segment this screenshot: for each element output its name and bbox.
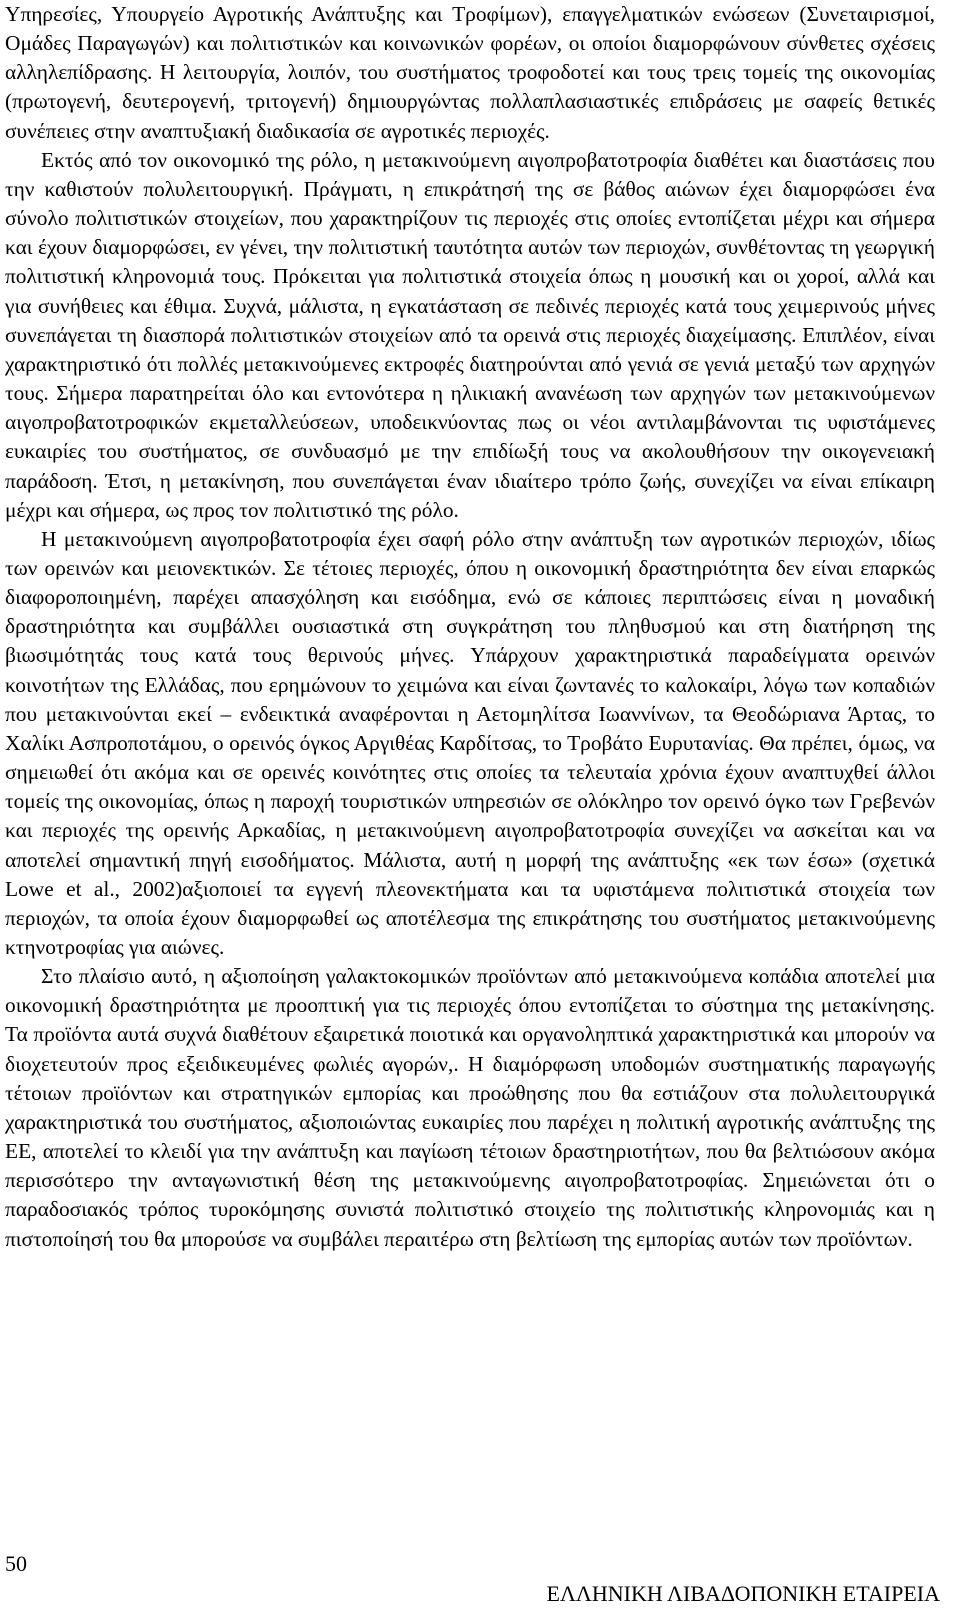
footer-organization: ΕΛΛΗΝΙΚΗ ΛΙΒΑΔΟΠΟΝΙΚΗ ΕΤΑΙΡΕΙΑ xyxy=(546,1581,940,1606)
paragraph-3: Η μετακινούμενη αιγοπροβατοτροφία έχει σαφή ρόλο στην ανάπτυξη των αγροτικών περιοχών, ιδίως των ορεινών και μειονεκτικών. Σε τέτοιες περιοχές, όπου η οικονομική δραστηριότητα δεν είναι επαρκώς διαφοροποιημένη, παρέχει απασχόληση και εισόδημα, ενώ σε κάποιες περιπτώσεις είναι η μοναδική δραστηριότητα και συμβάλλει ουσιαστικά στη συγκράτηση του πληθυσμού και στη διατήρηση της βιωσιμότητάς τους κατά τους θερινούς μήνες. Υπάρχουν χαρακτηριστικά παραδείγματα ορεινών κοινοτήτων της Ελλάδας, που ερημώνουν το χειμώνα και είναι ζωντανές το καλοκαίρι, λόγω των κοπαδιών που μετακινούνται εκεί – ενδεικτικά αναφέρονται η Αετομηλίτσα Ιωαννίνων, τα Θεοδώριανα Άρτας, το Χαλίκι Ασπροποτάμου, ο ορεινός όγκος Αργιθέας Καρδίτσας, το Τροβάτο Ευρυτανίας. Θα πρέπει, όμως, να σημειωθεί ότι ακόμα και σε ορεινές κοινότητες στις οποίες τα τελευταία χρόνια έχουν αναπτυχθεί άλλοι τομείς της οικονομίας, όπως η παροχή τουριστικών υπηρεσιών σε ολόκληρο τον ορεινό όγκο των Γρεβενών και περιοχές της ορεινής Αρκαδίας, η μετακινούμενη αιγοπροβατοτροφία συνεχίζει να ασκείται και να αποτελεί σημαντική πηγή εισοδήματος. Μάλιστα, αυτή η μορφή της ανάπτυξης «εκ των έσω» (σχετικά Lowe et al., 2002)αξιοποιεί τα εγγενή πλεονεκτήματα και τα υφιστάμενα πολιτιστικά στοιχεία των περιοχών, τα οποία έχουν διαμορφωθεί ως αποτέλεσμα της επικράτησης του συστήματος μετακινούμενης κτηνοτροφίας για αιώνες. xyxy=(5,526,935,959)
paragraph-1: Υπηρεσίες, Υπουργείο Αγροτικής Ανάπτυξης και Τροφίμων), επαγγελματικών ενώσεων (Συνεταιρισμοί, Ομάδες Παραγωγών) και πολιτιστικών και κοινωνικών φορέων, οι οποίοι διαμορφώνουν σύνθετες σχέσεις αλληλεπίδρασης. Η λειτουργία, λοιπόν, του συστήματος τροφοδοτεί και τους τρεις τομείς της οικονομίας (πρωτογενή, δευτερογενή, τριτογενή) δημιουργώντας πολλαπλασιαστικές επιδράσεις με σαφείς θετικές συνέπειες στην αναπτυξιακή διαδικασία σε αγροτικές περιοχές. xyxy=(5,2,935,143)
page-number: 50 xyxy=(5,1551,27,1576)
paragraph-2: Εκτός από τον οικονομικό της ρόλο, η μετακινούμενη αιγοπροβατοτροφία διαθέτει και διαστάσεις που την καθιστούν πολυλειτουργική. Πράγματι, η επικράτησή της σε βάθος αιώνων έχει διαμορφώσει ένα σύνολο πολιτιστικών στοιχείων, που χαρακτηρίζουν τις περιοχές στις οποίες εντοπίζεται μέχρι και σήμερα και έχουν διαμορφώσει, εν γένει, την πολιτιστική ταυτότητα αυτών των περιοχών, συνθέτοντας τη γεωργική πολιτιστική κληρονομιά τους. Πρόκειται για πολιτιστικά στοιχεία όπως η μουσική και οι χοροί, αλλά και για συνήθειες και έθιμα. Συχνά, μάλιστα, η εγκατάσταση σε πεδινές περιοχές κατά τους χειμερινούς μήνες συνεπάγεται τη διασπορά πολιτιστικών στοιχείων από τα ορεινά στις περιοχές διαχείμασης. Επιπλέον, είναι χαρακτηριστικό ότι πολλές μετακινούμενες εκτροφές διατηρούνται από γενιά σε γενιά μεταξύ των αρχηγών τους. Σήμερα παρατηρείται όλο και εντονότερα η ηλικιακή ανανέωση των αρχηγών των μετακινούμενων αιγοπροβατοτροφικών εκμεταλλεύσεων, υποδεικνύοντας πως οι νέοι αντιλαμβάνονται τις υφιστάμενες ευκαιρίες του συστήματος, σε συνδυασμό με την επιδίωξή τους να ακολουθήσουν την οικογενειακή παράδοση. Έτσι, η μετακίνηση, που συνεπάγεται έναν ιδιαίτερο τρόπο ζωής, συνεχίζει να είναι επίκαιρη μέχρι και σήμερα, ως προς τον πολιτιστικό της ρόλο. xyxy=(5,147,935,522)
document-body xyxy=(5,0,935,1254)
paragraph-4: Στο πλαίσιο αυτό, η αξιοποίηση γαλακτοκομικών προϊόντων από μετακινούμενα κοπάδια αποτελεί μια οικονομική δραστηριότητα με προοπτική για τις περιοχές όπου εντοπίζεται το σύστημα της μετακίνησης. Τα προϊόντα αυτά συχνά διαθέτουν εξαιρετικά ποιοτικά και οργανοληπτικά χαρακτηριστικά και μπορούν να διοχετευτούν προς εξειδικευμένες φωλιές αγορών,. Η διαμόρφωση υποδομών συστηματικής παραγωγής τέτοιων προϊόντων και στρατηγικών εμπορίας και προώθησης που θα εστιάζουν στα πολυλειτουργικά χαρακτηριστικά του συστήματος, αξιοποιώντας ευκαιρίες που παρέχει η πολιτική αγροτικής ανάπτυξης της ΕΕ, αποτελεί το κλειδί για την ανάπτυξη και παγίωση τέτοιων δραστηριοτήτων, που θα βελτιώσουν ακόμα περισσότερο την ανταγωνιστική θέση της μετακινούμενης αιγοπροβατοτροφίας. Σημειώνεται ότι ο παραδοσιακός τρόπος τυροκόμησης συνιστά πολιτιστικό στοιχείο της πολιτιστικής κληρονομιάς και η πιστοποίησή του θα μπορούσε να συμβάλει περαιτέρω στη βελτίωση της εμπορίας αυτών των προϊόντων. xyxy=(5,964,935,1251)
